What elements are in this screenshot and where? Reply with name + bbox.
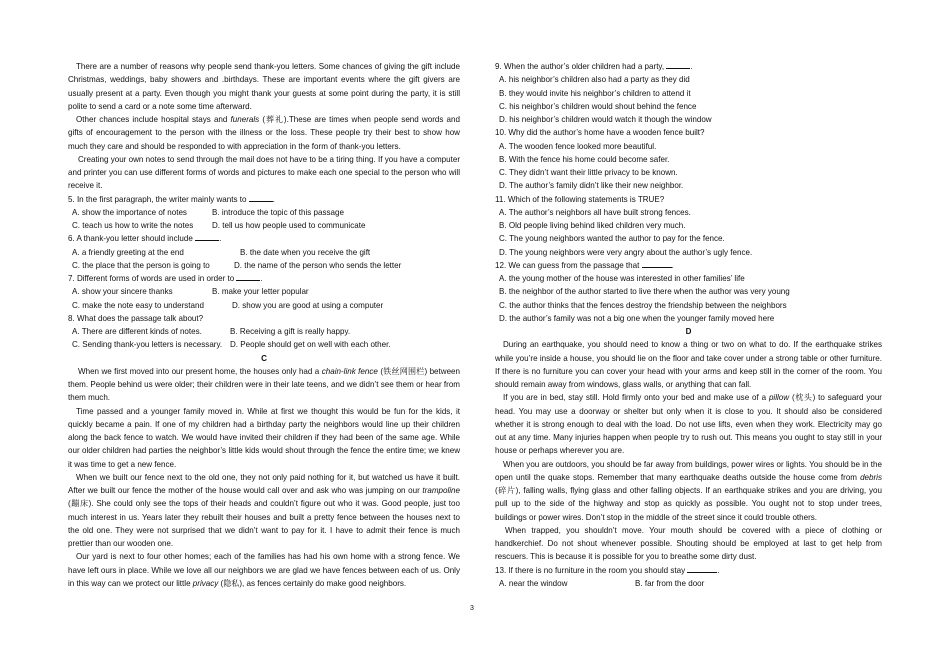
q13-options-row-1: [495, 577, 882, 590]
question-6: 6. A thank-you letter should include .: [68, 234, 222, 244]
q9-option-b: B. they would invite his neighbor’s children to attend it: [499, 88, 691, 98]
q5-option-a: A. show the importance of notes: [72, 207, 187, 217]
q10-option-c: C. They didn’t want their little privacy to be known.: [499, 168, 678, 177]
right-column: [495, 60, 882, 590]
question-8: 8. What does the passage talk about?: [68, 313, 204, 323]
q11-option-c: C. The young neighbors wanted the author to pay for the fence.: [499, 234, 725, 244]
q11-option-b: B. Old people living behind liked children very much.: [499, 221, 686, 230]
q13-option-b: B. far from the door: [635, 578, 705, 588]
q7-option-a: A. show your sincere thanks: [72, 287, 173, 297]
answer-blank: [687, 564, 717, 573]
q11-option-a: A. The author’s neighbors all have built strong fences.: [499, 207, 691, 217]
q8-option-a: A. There are different kinds of notes.: [72, 327, 202, 336]
q7-option-d: D. show you are good at using a computer: [232, 300, 384, 310]
q5-options-row-1: [68, 206, 460, 219]
answer-blank: [195, 232, 219, 241]
answer-blank: [236, 272, 260, 281]
q10-option-d: D. The author’s family didn’t like their new neighbor.: [499, 181, 684, 191]
q7-option-c: C. make the note easy to understand: [72, 300, 204, 310]
q5-option-d: D. tell us how people used to communicate: [212, 221, 366, 230]
question-7: 7. Different forms of words are used in order to .: [68, 274, 263, 283]
passage-d-paragraph-4: When trapped, you shouldn’t move. Your mouth should be covered with a piece of clothing or handkerchief. Do not shout whenever possible. Shouting should be employed at last to get help from rescuers. This is because it is possible for you to breathe some dirty dust.: [495, 525, 882, 562]
answer-blank: [642, 259, 672, 268]
q6-option-b: B. the date when you receive the gift: [240, 247, 371, 257]
q8-option-b: B. Receiving a gift is really happy.: [230, 327, 351, 336]
q12-option-a: A. the young mother of the house was interested in other families’ life: [499, 274, 745, 283]
question-9: 9. When the author’s older children had a party, .: [495, 62, 693, 71]
passage-b-paragraph-1: There are a number of reasons why people send thank-you letters. Some chances of giving the gift include Christmas, weddings, baby showers and .birthdays. These are important events where the gift givers are usually present at a party. Even though you might thank your guests at some point during the party, it is still polite to send a card or a note some time afterward.: [68, 62, 460, 111]
answer-blank: [249, 193, 273, 202]
q11-option-d: D. The young neighbors were very angry about the author’s ugly fence.: [499, 247, 753, 257]
q12-option-c: C. the author thinks that the fences destroy the friendship between the neighbors: [499, 300, 787, 310]
passage-d-paragraph-3: When you are outdoors, you should be far away from buildings, power wires or lights. You should be in the open until the quake stops. Remember that many earthquake deaths outside the house come from debris (碎片), falling walls, flying glass and other falling objects. If an earthquake strikes and you are driving, you pull up to the side of the highway and stop as quickly as possible. You ought not to stop under trees, buildings or power wires. Don’t stop in the middle of the street since it could trouble others.: [495, 459, 882, 522]
q10-option-b: B. With the fence his home could become safer.: [499, 154, 670, 164]
term-funerals: funerals: [230, 115, 260, 124]
q8-option-d: D. People should get on well with each other.: [230, 340, 391, 350]
page-number: 3: [470, 605, 474, 612]
q12-option-d: D. the author’s family was not a big one when the younger family moved here: [499, 313, 775, 323]
passage-c-paragraph-1: When we first moved into our present home, the houses only had a chain-link fence (铁丝网围栏) between them. People behind us were older; their children were in their late teens, and we didn’t see them or hear from them much.: [68, 366, 460, 403]
q12-option-b: B. the neighbor of the author started to live there when the author was very young: [499, 287, 790, 297]
q9-option-d: D. his neighbor’s children would watch it though the window: [499, 115, 712, 124]
q10-option-a: A. The wooden fence looked more beautiful.: [499, 141, 657, 151]
section-d-heading: D: [685, 327, 692, 336]
question-11: 11. Which of the following statements is TRUE?: [495, 194, 665, 204]
term-chain-link-fence: chain-link fence: [321, 366, 378, 376]
q6-options-row-2: [68, 259, 460, 272]
q7-options-row-2: [68, 299, 460, 312]
term-privacy: privacy: [192, 578, 219, 588]
q9-option-c: C. his neighbor’s children would shout behind the fence: [499, 101, 697, 111]
q13-option-a: A. near the window: [499, 578, 568, 588]
question-10: 10. Why did the author’s home have a wooden fence built?: [495, 128, 705, 138]
q8-options-row-2: [68, 338, 460, 351]
q9-option-a: A. his neighbor’s children also had a party as they did: [499, 75, 690, 85]
passage-c-paragraph-4: Our yard is next to four other homes; each of the families has had his own home with a strong fence. We have left ours in place. While we love all our neighbors we are glad we have fences between each of us. Only in this way can we protect our little privacy (隐私), as fences certainly do make good neighbors.: [68, 552, 460, 588]
q6-option-c: C. the place that the person is going to: [72, 260, 210, 270]
passage-b-paragraph-2: Other chances include hospital stays and funerals (葬礼).These are times when people send words and gifts of encouragement to the person with the illness or the loss. These people try their best to show how much they care and should be responded to with appreciation in the form of thank-you letters.: [68, 115, 460, 151]
question-5: 5. In the first paragraph, the writer mainly wants to .: [68, 194, 275, 204]
q5-options-row-2: [68, 219, 460, 232]
passage-c-paragraph-3: When we built our fence next to the old one, they not only paid nothing for it, but watched us have it built. After we built our fence the mother of the house would call over and ask who was jumping on our trampoline (蹦床). She could only see the tops of their heads and couldn’t figure out who it was. Good people, just too much interest in us. Years later they rebuilt their houses and built a pretty fence between the houses next to the old one. They were not surprised that we didn’t want to pay for it. I have to admit their fence is much prettier than our wooden one.: [68, 472, 460, 548]
passage-b-paragraph-3: Creating your own notes to send through the mail does not have to be a tiring thing. If you have a computer and printer you can use different forms of words and pictures to make each one special to the person who will receive it.: [68, 154, 460, 191]
term-trampoline: trampoline: [422, 486, 460, 495]
term-debris: debris: [860, 472, 882, 482]
q8-options-row-1: [68, 325, 460, 338]
q7-option-b: B. make your letter popular: [212, 287, 309, 297]
question-12: 12. We can guess from the passage that .: [495, 260, 674, 270]
answer-blank: [666, 60, 690, 69]
passage-d-paragraph-2: If you are in bed, stay still. Hold firmly onto your bed and make use of a pillow (枕头) to safeguard your head. You may use a doorway or shelter but only when it is close to you. It should also be considered whether it is strong enough to deal with the load. Do not use lifts, even when they work. Electricity may go out at any time. Many injuries happen when people try to rush out. This means you ought to stay still in your house or perhaps wherever you are.: [495, 393, 882, 456]
q6-option-a: A. a friendly greeting at the end: [72, 247, 184, 257]
left-column: [68, 60, 460, 590]
question-13: 13. If there is no furniture in the room you should stay .: [495, 565, 720, 575]
q7-options-row-1: [68, 285, 460, 298]
term-pillow: pillow: [768, 393, 790, 403]
q8-option-c: C. Sending thank-you letters is necessary.: [72, 340, 223, 350]
passage-d-paragraph-1: During an earthquake, you should need to know a thing or two on what to do. If the earthquake strikes while you’re inside a house, you should lie on the floor and take cover under a strong table or other furniture. If there is no furniture you can cover your head with your arms and keep still in the corner of the room. You should remain away from windows, glass walls, or anything that can fall.: [495, 340, 882, 389]
passage-c-paragraph-2: Time passed and a younger family moved in. While at first we thought this would be fun for the kids, it quickly became a pain. If one of my children had a birthday party the neighbors would line up their children along the back fence to watch. We would have invited their children if they had been of the same age. While our older children had parties the neighbor’s little kids would shout through the fence the entire time; we knew it was time to get a new fence.: [68, 406, 460, 469]
q6-option-d: D. the name of the person who sends the letter: [234, 260, 402, 270]
q6-options-row-1: [68, 246, 460, 259]
section-c-heading: C: [261, 353, 267, 363]
q5-option-b: B. introduce the topic of this passage: [212, 207, 344, 217]
q5-option-c: C. teach us how to write the notes: [72, 221, 194, 230]
